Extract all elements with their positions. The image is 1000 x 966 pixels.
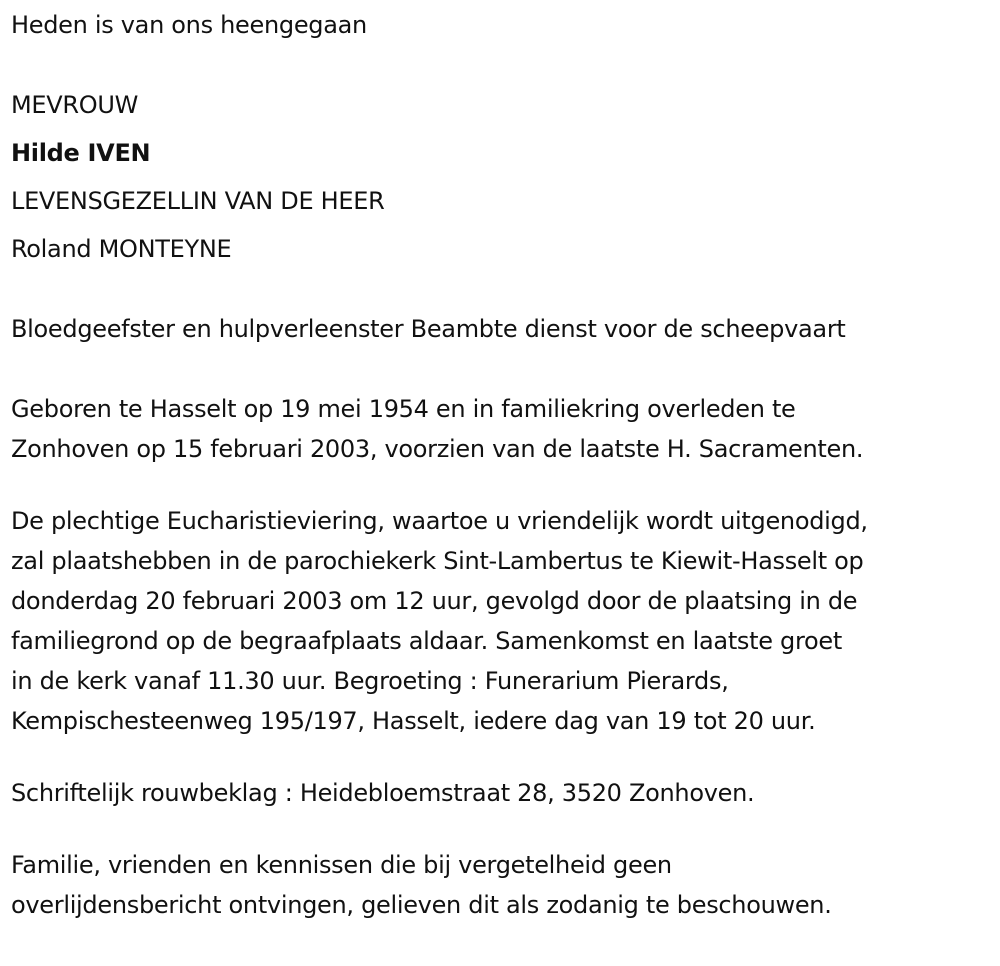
spacer xyxy=(11,277,996,309)
paragraph-line: zal plaatshebben in de parochiekerk Sint-Lambertus te Kiewit-Hasselt op xyxy=(11,547,864,575)
condolences-text: Schriftelijk rouwbeklag : Heidebloemstraat 28, 3520 Zonhoven. xyxy=(11,779,755,807)
title-prefix: MEVROUW xyxy=(11,91,139,119)
obituary-notice xyxy=(11,5,996,925)
paragraph-line: donderdag 20 februari 2003 om 12 uur, gevolgd door de plaatsing in de xyxy=(11,587,858,615)
spacer xyxy=(11,741,996,773)
paragraph-line: Geboren te Hasselt op 19 mei 1954 en in familiekring overleden te xyxy=(11,395,796,423)
paragraph-line: overlijdensbericht ontvingen, gelieven dit als zodanig te beschouwen. xyxy=(11,891,832,919)
spacer xyxy=(11,53,996,85)
paragraph-line: Zonhoven op 15 februari 2003, voorzien van de laatste H. Sacramenten. xyxy=(11,435,864,463)
spacer xyxy=(11,813,996,845)
birth-death-paragraph xyxy=(11,389,996,469)
paragraph-line: Kempischesteenweg 195/197, Hasselt, iedere dag van 19 tot 20 uur. xyxy=(11,707,816,735)
occupation-text: Bloedgeefster en hulpverleenster Beambte dienst voor de scheepvaart xyxy=(11,315,846,343)
spacer xyxy=(11,357,996,389)
deceased-name: Hilde IVEN xyxy=(11,139,151,167)
intro-text: Heden is van ons heengegaan xyxy=(11,11,367,39)
paragraph-line: familiegrond op de begraafplaats aldaar. Samenkomst en laatste groet xyxy=(11,627,842,655)
paragraph-line: Familie, vrienden en kennissen die bij vergetelheid geen xyxy=(11,851,672,879)
partner-name: Roland MONTEYNE xyxy=(11,235,232,263)
ceremony-paragraph xyxy=(11,501,996,741)
spacer xyxy=(11,469,996,501)
paragraph-line: De plechtige Eucharistieviering, waartoe u vriendelijk wordt uitgenodigd, xyxy=(11,507,868,535)
closing-paragraph xyxy=(11,845,996,925)
condolences-paragraph xyxy=(11,773,996,813)
paragraph-line: in de kerk vanaf 11.30 uur. Begroeting : Funerarium Pierards, xyxy=(11,667,729,695)
relation-text: LEVENSGEZELLIN VAN DE HEER xyxy=(11,187,385,215)
